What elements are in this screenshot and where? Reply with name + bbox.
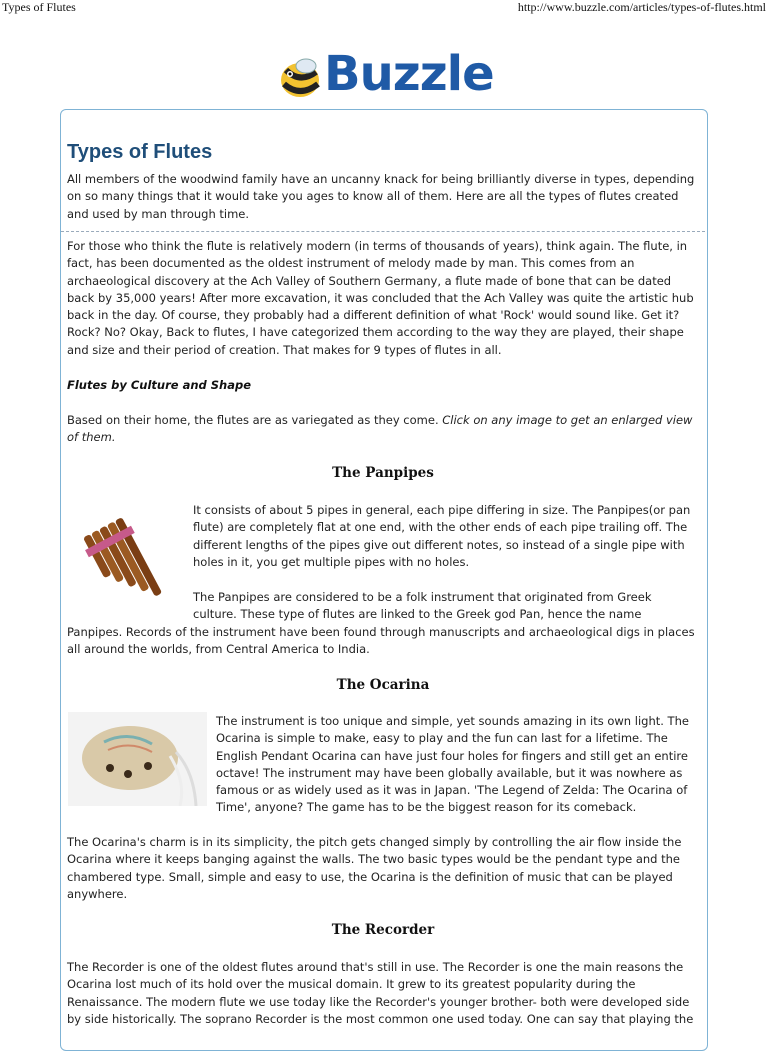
history-paragraph: For those who think the flute is relatively modern (in terms of thousands of years), think again. The flute, in fact, has been documented as the oldest instrument of melody made by man. This comes from an archaeological discovery at the Ach Valley of Southern Germany, a flute made of bone that can be dated back by 35,000 years! After more excavation, it was concluded that the Ach Valley was quite the artistic hub back in the day. Of course, they probably had a different definition of what 'Rock' would sound like. Get it? Rock? No? Okay, Back to flutes, I have categorized them according to the way they are played, their shape and size and their period of creation. That makes for 9 types of flutes in all.: [67, 239, 694, 357]
ocarina-paragraph-1: The instrument is too unique and simple, yet sounds amazing in its own light. The Ocarina is simple to make, easy to play and the fun can last for a lifetime. The English Pendant Ocarina can have just four holes for fingers and still get an entire octave! The instrument may have been globally available, but it was nowhere as famous or as widely used as it was in Japan. 'The Legend of Zelda: The Ocarina of Time', anyone? The game has to be the biggest reason for its comeback.: [216, 714, 689, 815]
recorder-paragraph-1: The Recorder is one of the oldest flutes around that's still in use. The Recorder is one the main reasons the Ocarina lost much of its hold over the musical domain. It grew to its greatest popularity during the Renaissance. The modern flute we use today like the Recorder's younger brother- both were developed side by side historically. The soprano Recorder is the most common one used today. One can say that playing the: [67, 960, 694, 1026]
click-image-hint: Click on any image to get an enlarged view of them.: [67, 413, 693, 445]
panpipes-paragraph-1: It consists of about 5 pipes in general, each pipe differing in size. The Panpipes(or pan flute) are completely flat at one end, with the other ends of each pipe trailing off. The different lengths of the pipes give out different notes, so instead of a single pipe with holes in it, you get multiple pipes with no holes.: [193, 503, 691, 569]
panpipes-paragraph-2b: Panpipes. Records of the instrument have been found through manuscripts and archaeological digs in places all around the worlds, from Central America to India.: [67, 625, 695, 657]
panpipes-image[interactable]: [68, 502, 183, 616]
ocarina-heading: The Ocarina: [336, 677, 430, 693]
ocarina-picture: [68, 712, 207, 806]
intro-paragraph: All members of the woodwind family have an uncanny knack for being brilliantly diverse in types, depending on so many things that it would take you ages to know all of them. Here are all the types of flutes created and used by man through time.: [67, 172, 695, 221]
ocarina-paragraph-2: The Ocarina's charm is in its simplicity, the pitch gets changed simply by controlling the air flow inside the Ocarina where it keeps banging against the walls. The two basic types would be the pendant type and the chambered type. Small, simple and easy to use, the Ocarina is the definition of music that can be played anywhere.: [67, 835, 682, 901]
page-title: Types of Flutes: [67, 141, 213, 163]
print-header: [0, 0, 768, 14]
panpipes-picture: [68, 502, 183, 616]
ocarina-image[interactable]: [68, 712, 207, 806]
based-text: Based on their home, the flutes are as variegated as they come.: [67, 413, 439, 427]
panpipes-heading: The Panpipes: [332, 465, 434, 481]
divider: [61, 231, 705, 232]
logo-text: Buzzle: [324, 46, 494, 102]
print-header-title: Types of Flutes: [2, 0, 76, 14]
recorder-heading: The Recorder: [331, 922, 435, 938]
based-paragraph: [67, 412, 699, 447]
buzzle-logo[interactable]: [276, 48, 506, 104]
print-header-url[interactable]: http://www.buzzle.com/articles/types-of-flutes.html: [517, 0, 766, 14]
section-subheading: Flutes by Culture and Shape: [67, 378, 252, 392]
bee-icon: [276, 54, 322, 100]
panpipes-paragraph-2a: The Panpipes are considered to be a folk instrument that originated from Greek culture. These type of flutes are linked to the Greek god Pan, hence the name: [193, 590, 652, 622]
